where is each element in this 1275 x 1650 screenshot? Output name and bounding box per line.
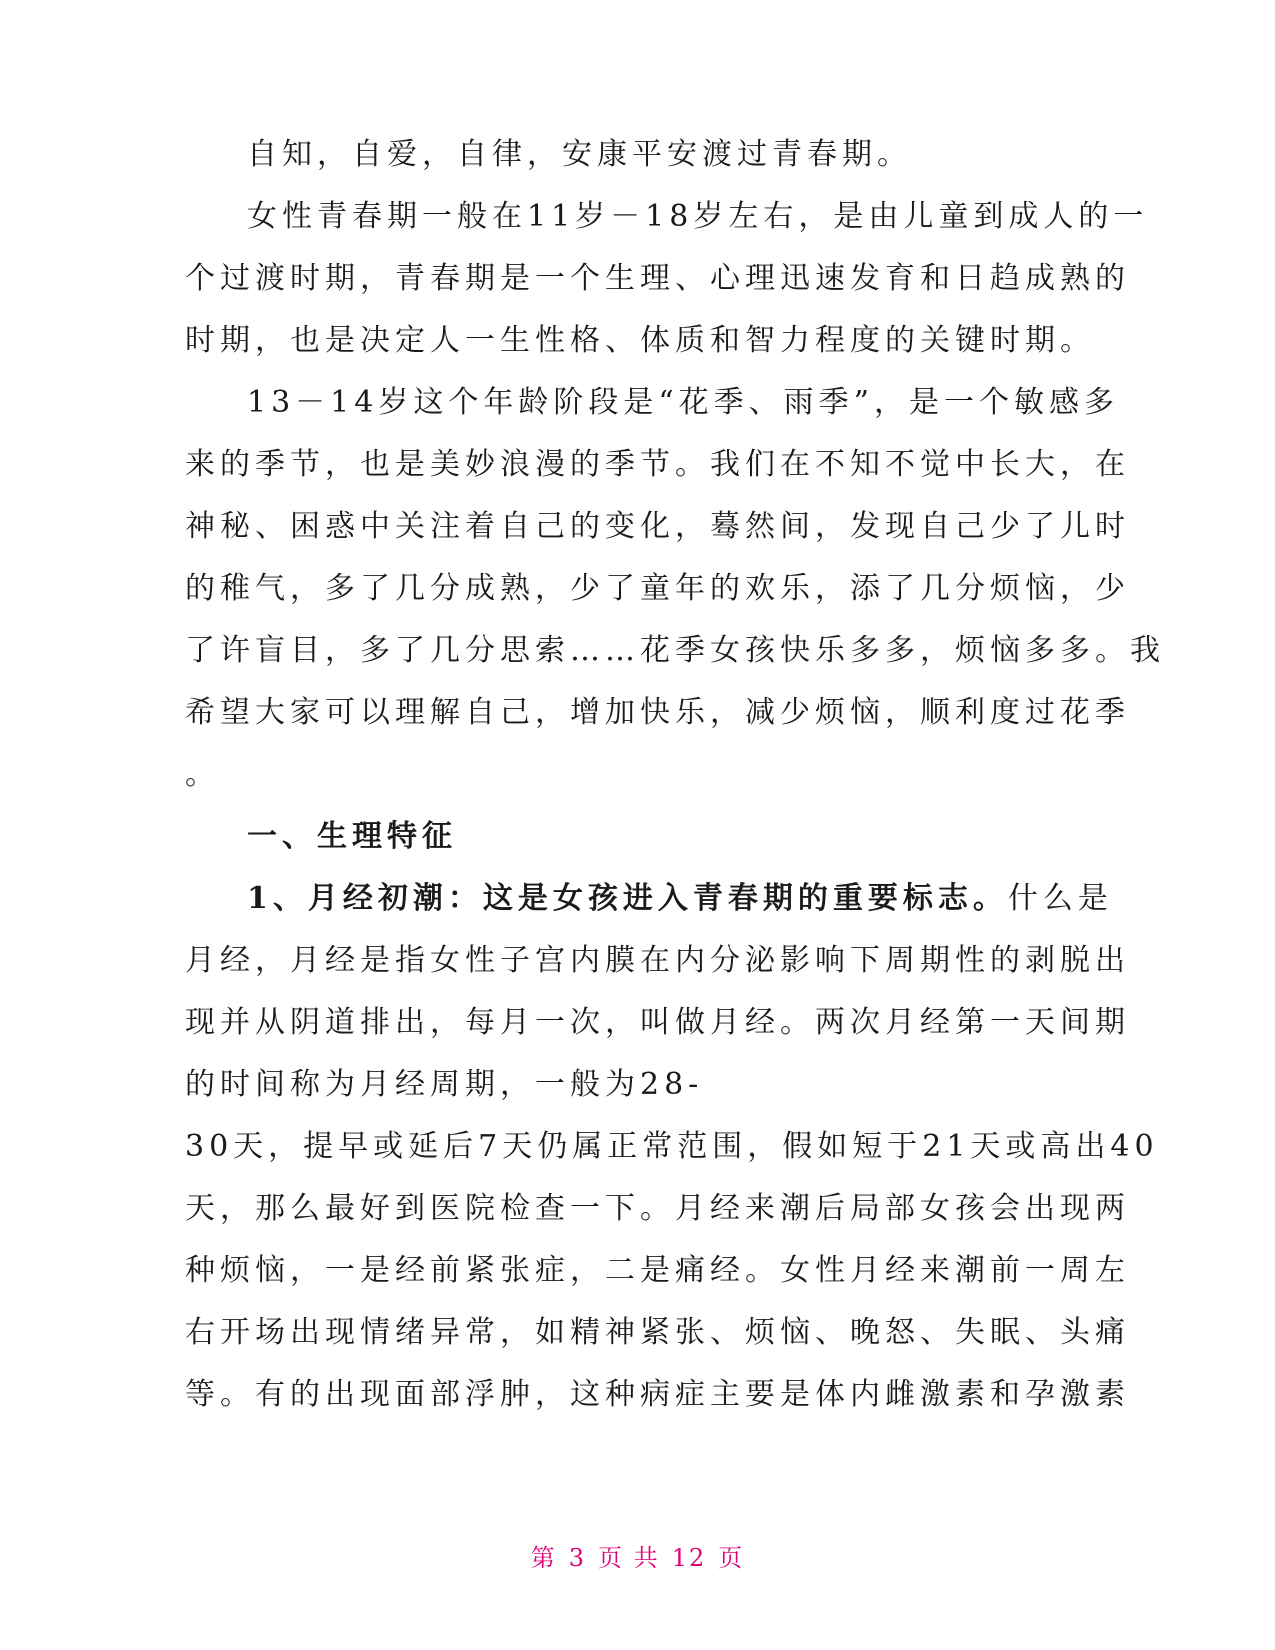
- text-line: 天，那么最好到医院检查一下。月经来潮后局部女孩会出现两: [185, 1191, 1130, 1226]
- document-body: [185, 137, 1165, 1442]
- text-line: 月经，月经是指女性子宫内膜在内分泌影响下周期性的剥脱出: [185, 943, 1130, 978]
- text-line: 的稚气，多了几分成熟，少了童年的欢乐，添了几分烦恼，少: [185, 571, 1130, 606]
- bold-lead: 1、月经初潮：这是女孩进入青春期的重要标志。: [247, 881, 1008, 916]
- text-line: 种烦恼，一是经前紧张症，二是痛经。女性月经来潮前一周左: [185, 1253, 1130, 1288]
- footer-suffix: 页: [718, 1544, 745, 1572]
- text-span: 什么是: [1007, 881, 1113, 916]
- text-line: 现并从阴道排出，每月一次，叫做月经。两次月经第一天间期: [185, 1005, 1130, 1040]
- page-number: 3: [568, 1544, 587, 1572]
- text-line: 13－14岁这个年龄阶段是“花季、雨季”，是一个敏感多: [247, 385, 1120, 420]
- text-line: 30天，提早或延后7天仍属正常范围，假如短于21天或高出40: [185, 1129, 1159, 1164]
- text-line: 等。有的出现面部浮肿，这种病症主要是体内雌激素和孕激素: [185, 1377, 1130, 1412]
- page-footer: [0, 1538, 1275, 1573]
- text-line: 神秘、困惑中关注着自己的变化，蓦然间，发现自己少了儿时: [185, 509, 1130, 544]
- text-line: 时期，也是决定人一生性格、体质和智力程度的关键时期。: [185, 323, 1095, 358]
- footer-prefix: 第: [530, 1544, 557, 1572]
- text-line: 了许盲目，多了几分思索……花季女孩快乐多多，烦恼多多。我: [185, 633, 1165, 668]
- text-line: 右开场出现情绪异常，如精神紧张、烦恼、晚怒、失眠、头痛: [185, 1315, 1130, 1350]
- text-line: 自知，自爱，自律，安康平安渡过青春期。: [247, 137, 912, 172]
- text-line: 个过渡时期，青春期是一个生理、心理迅速发育和日趋成熟的: [185, 261, 1130, 296]
- text-line: 女性青春期一般在11岁－18岁左右，是由儿童到成人的一: [247, 199, 1149, 234]
- text-line: 希望大家可以理解自己，增加快乐，减少烦恼，顺利度过花季: [185, 695, 1130, 730]
- text-line: 来的季节，也是美妙浪漫的季节。我们在不知不觉中长大，在: [185, 447, 1130, 482]
- text-line: 。: [185, 757, 220, 792]
- footer-middle: 页 共: [598, 1544, 660, 1572]
- section-heading: 一、生理特征: [247, 819, 457, 854]
- text-line: 的时间称为月经周期，一般为28-: [185, 1067, 704, 1102]
- page-total: 12: [671, 1544, 707, 1572]
- text-line: [185, 881, 1113, 916]
